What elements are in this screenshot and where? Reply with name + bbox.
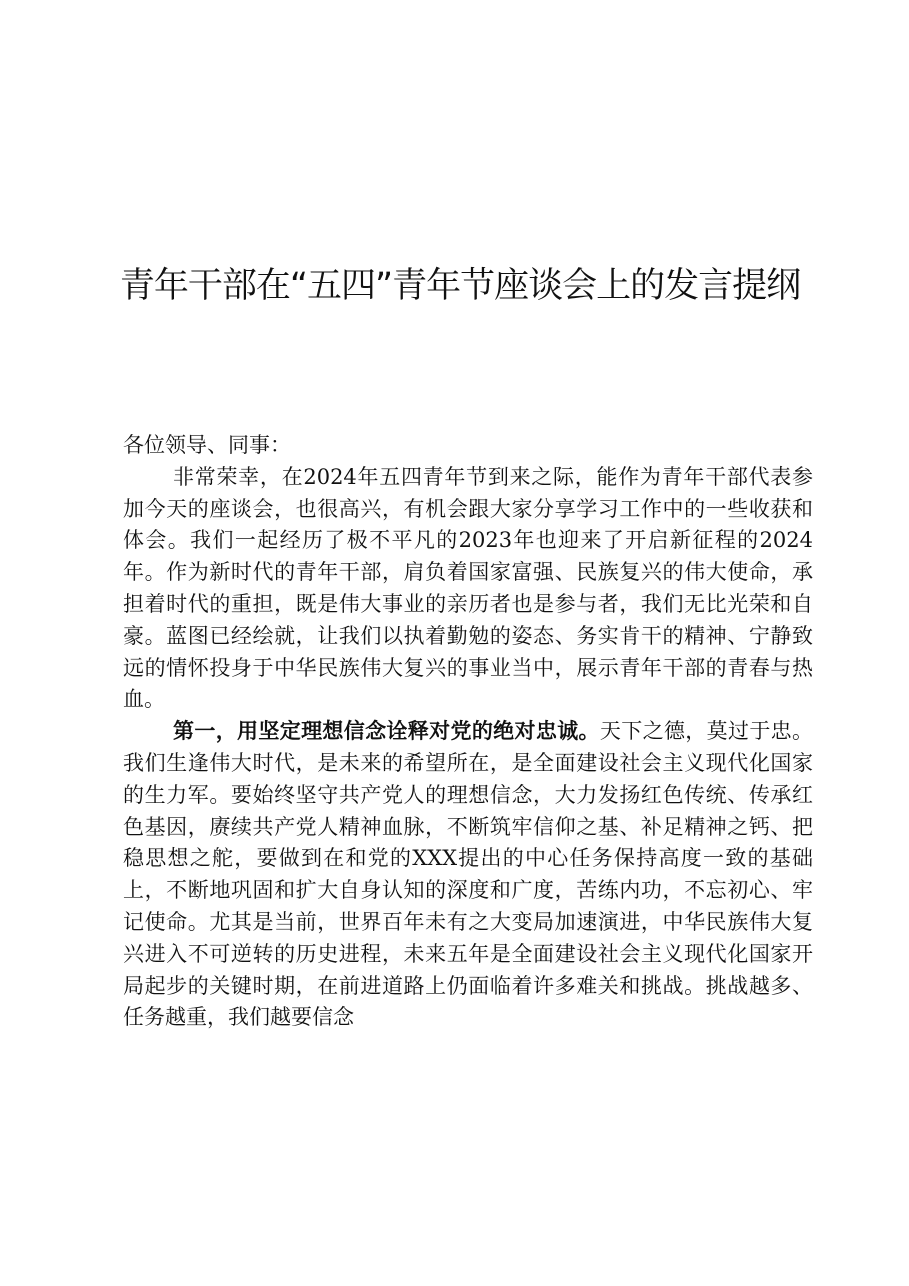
document-title: 青年干部在“五四”青年节座谈会上的发言提纲	[119, 266, 801, 306]
document-body	[123, 430, 813, 1034]
paragraph-first-point-text: 天下之德，莫过于忠。我们生逢伟大时代，是未来的希望所在，是全面建设社会主义现代化国家的生力军。要始终坚守共产党人的理想信念，大力发扬红色传统、传承红色基因，赓续共产党人精神血脉，不断筑牢信仰之基、补足精神之钙、把稳思想之舵，要做到在和党的XXX提出的中心任务保持高度一致的基础上，不断地巩固和扩大自身认知的深度和广度，苦练内功，不忘初心、牢记使命。尤其是当前，世界百年未有之大变局加速演进，中华民族伟大复兴进入不可逆转的历史进程，未来五年是全面建设社会主义现代化国家开局起步的关键时期，在前进道路上仍面临着许多难关和挑战。挑战越多、任务越重，我们越要信念	[123, 719, 814, 1030]
paragraph-intro-text: 非常荣幸，在2024年五四青年节到来之际，能作为青年干部代表参加今天的座谈会，也很高兴，有机会跟大家分享学习工作中的一些收获和体会。我们一起经历了极不平凡的2023年也迎来了开启新征程的2024年。作为新时代的青年干部，肩负着国家富强、民族复兴的伟大使命，承担着时代的重担，既是伟大事业的亲历者也是参与者，我们无比光荣和自豪。蓝图已经绘就，让我们以执着勤勉的姿态、务实肯干的精神、宁静致远的情怀投身于中华民族伟大复兴的事业当中，展示青年干部的青春与热血。	[123, 464, 813, 712]
paragraph-first-point-heading: 第一，用坚定理想信念诠释对党的绝对忠诚。	[173, 719, 600, 744]
paragraph-intro	[123, 462, 813, 716]
paragraph-first-point	[123, 716, 813, 1034]
greeting-line: 各位领导、同事：	[123, 433, 291, 457]
